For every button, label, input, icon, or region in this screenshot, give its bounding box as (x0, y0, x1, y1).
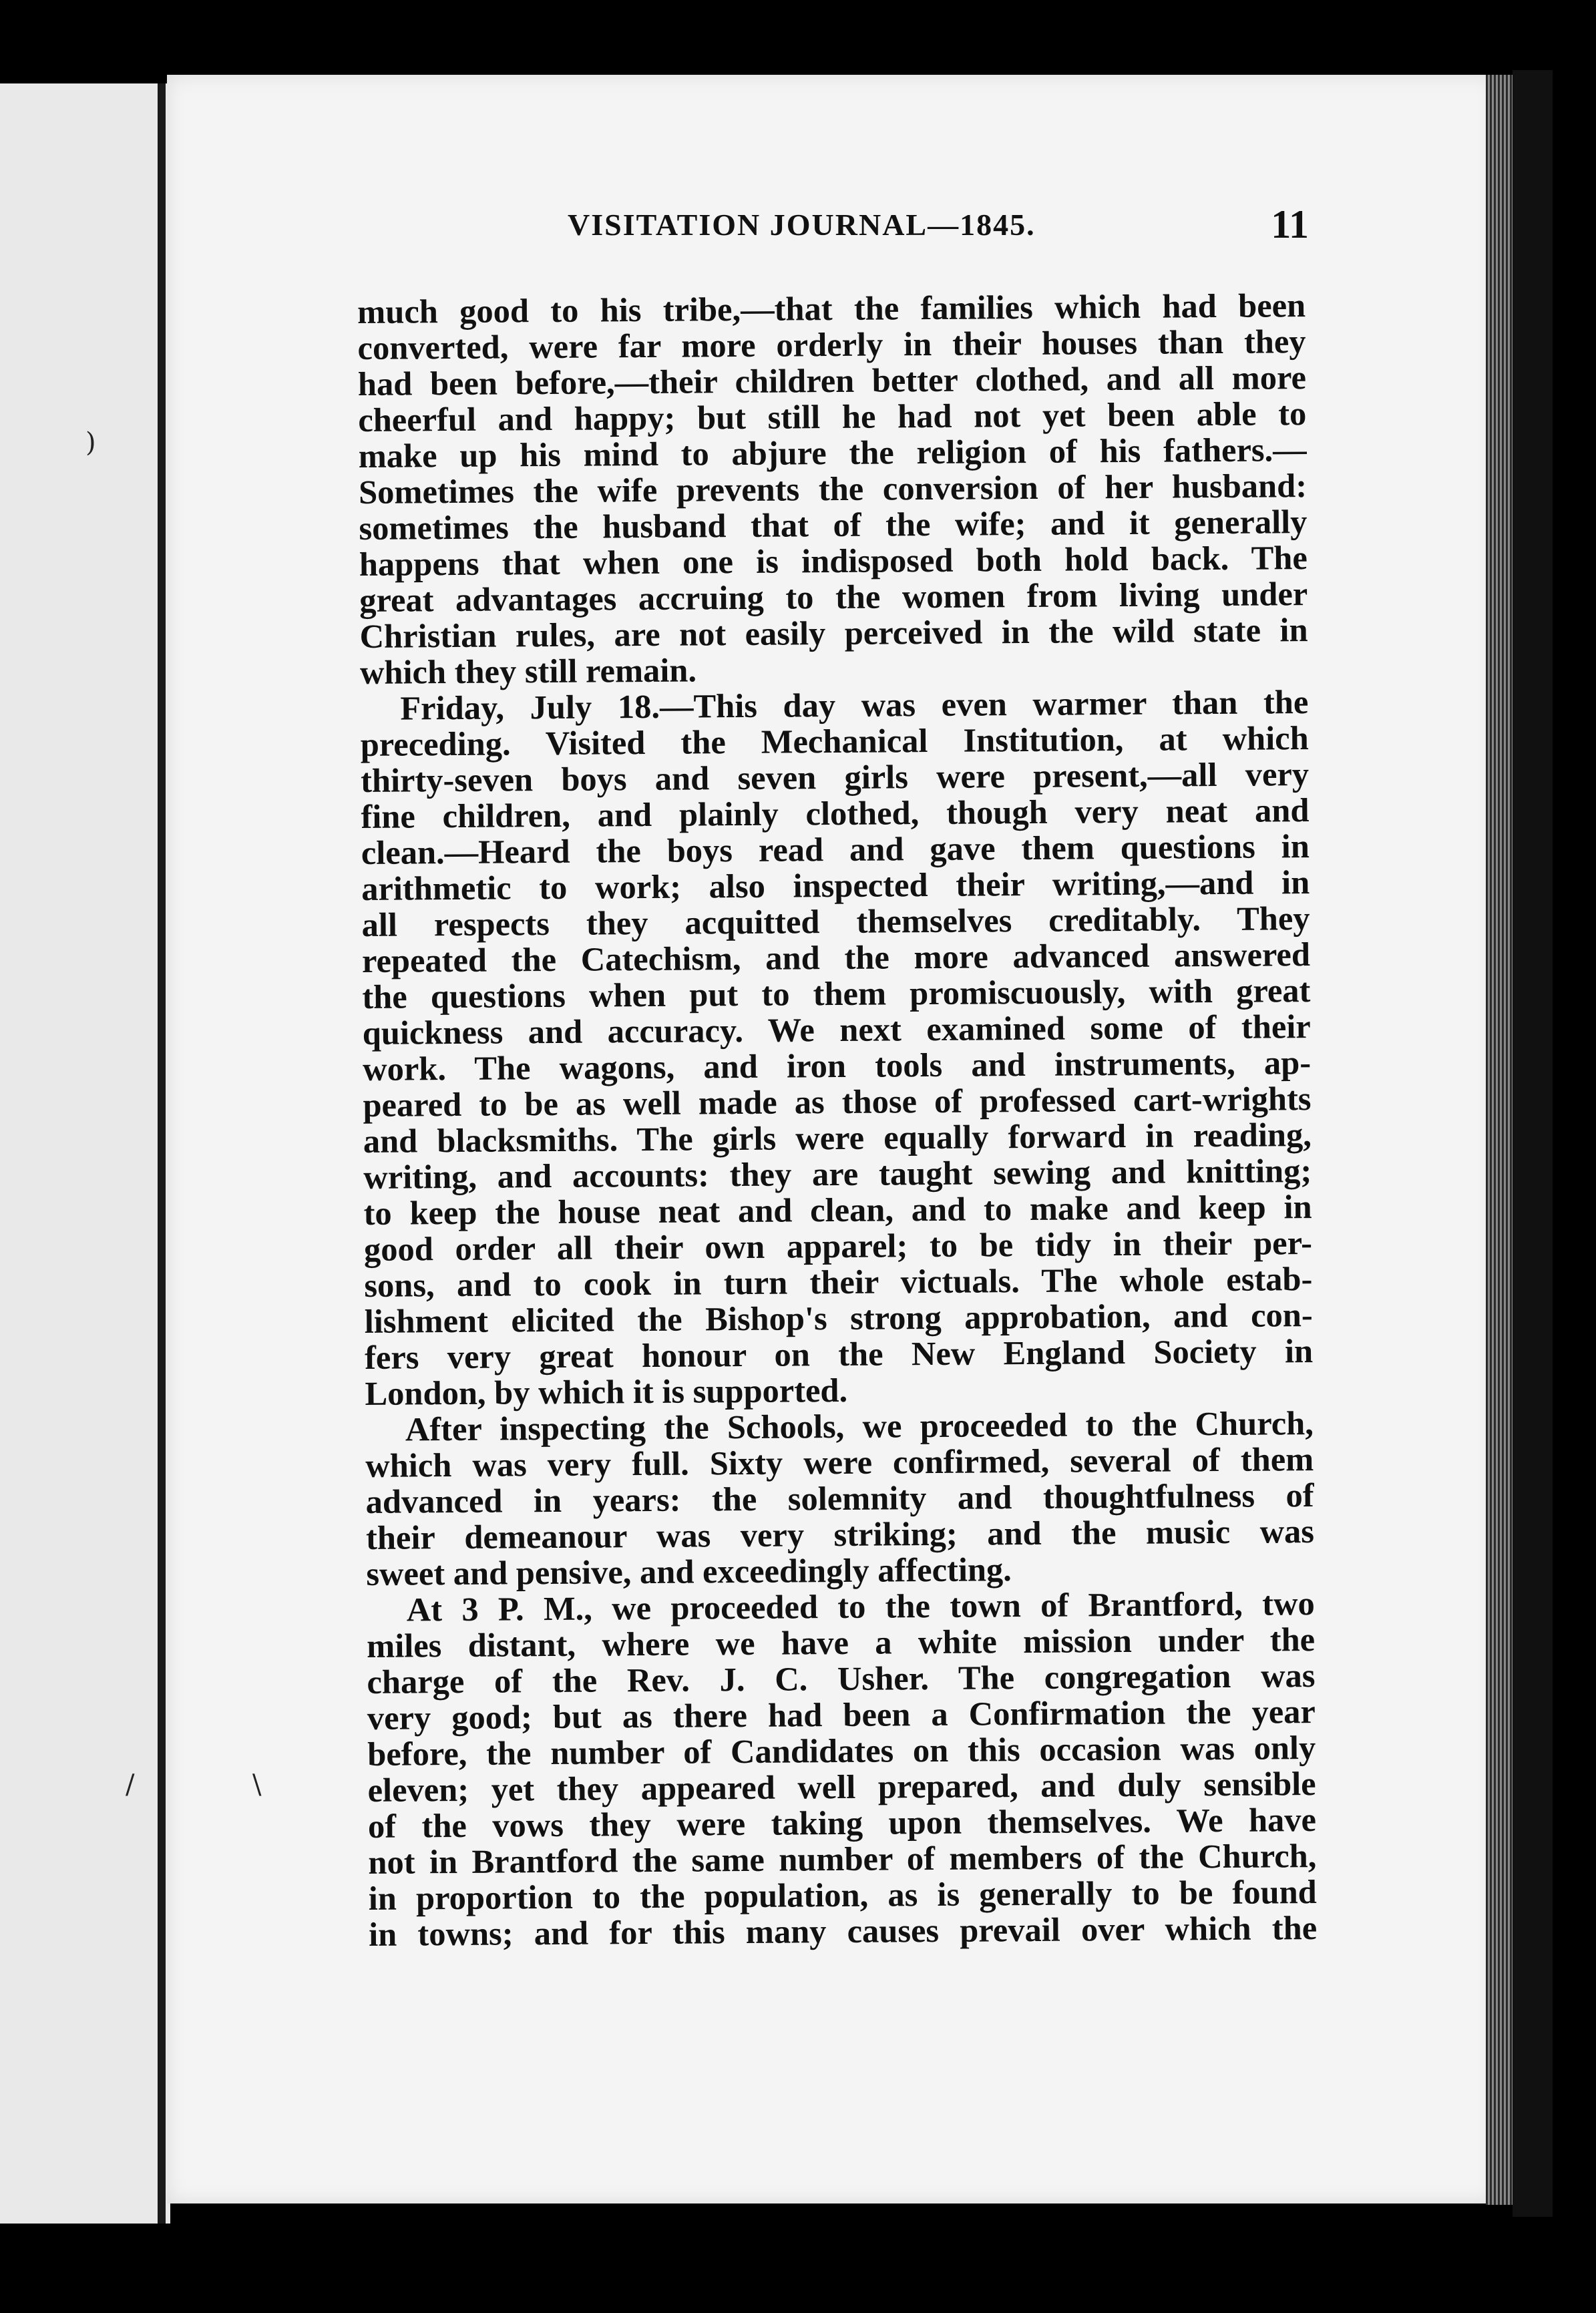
text-line: advanced in years: the solemnity and thoughtfulness of (365, 1476, 1314, 1520)
text-line: quickness and accuracy. We next examined some of their (362, 1008, 1311, 1052)
text-line: make up his mind to abjure the religion of his fathers.— (358, 431, 1307, 475)
text-line: preceding. Visited the Mechanical Institution, at which (360, 719, 1309, 763)
text-line: sweet and pensive, and exceedingly affecting. (366, 1550, 1012, 1593)
text-line: peared to be as well made as those of professed cart-wrights (363, 1080, 1312, 1124)
text-line: At 3 P. M., we proceeded to the town of Brantford, two (406, 1585, 1315, 1629)
text-line: their demeanour was very striking; and the music was (365, 1512, 1315, 1556)
scan-border (1513, 70, 1553, 2217)
page-number: 11 (1271, 202, 1309, 246)
running-title: VISITATION JOURNAL—1845. (568, 208, 1036, 242)
text-line: which they still remain. (359, 651, 697, 691)
text-line: converted, were far more orderly in their houses than they (357, 323, 1306, 367)
text-line: in proportion to the population, as is generally to be found (368, 1873, 1317, 1917)
text-line: writing, and accounts: they are taught sewing and knitting; (363, 1152, 1312, 1196)
text-line: much good to his tribe,—that the families which had been (357, 286, 1306, 331)
text-line: Friday, July 18.—This day was even warmer than the (400, 683, 1309, 727)
text-line: cheerful and happy; but still he had not yet been able to (358, 395, 1307, 439)
binding-gutter (158, 83, 166, 2224)
text-line: London, by which it is supported. (365, 1371, 848, 1412)
text-line: all respects they acquitted themselves creditably. They (361, 899, 1310, 943)
text-line: clean.—Heard the boys read and gave them questions in (361, 827, 1310, 871)
text-line: thirty-seven boys and seven girls were present,—all very (360, 755, 1310, 799)
text-line: miles distant, where we have a white mission under the (366, 1621, 1316, 1665)
text-line: After inspecting the Schools, we proceeded to the Church, (405, 1404, 1314, 1448)
text-line: charge of the Rev. J. C. Usher. The congregation was (367, 1657, 1316, 1701)
text-line: fers very great honour on the New England Society in (364, 1332, 1314, 1376)
text-line: the questions when put to them promiscuously, with great (362, 972, 1311, 1016)
page-edge (1486, 75, 1513, 2205)
text-line: Christian rules, are not easily perceived in the wild state in (359, 611, 1308, 655)
margin-mark: ) (85, 427, 96, 458)
text-line: which was very full. Sixty were confirmed, several of them (365, 1440, 1314, 1484)
text-line: not in Brantford the same number of members of the Church, (368, 1837, 1317, 1881)
text-line: arithmetic to work; also inspected their writing,—and in (361, 863, 1310, 907)
margin-mark: / (126, 1769, 135, 1800)
text-line: in towns; and for this many causes prevail over which the (368, 1909, 1318, 1953)
text-line: sometimes the husband that of the wife; and it generally (359, 503, 1308, 547)
text-line: eleven; yet they appeared well prepared, and duly sensible (367, 1765, 1316, 1809)
text-line: lishment elicited the Bishop's strong approbation, and con- (364, 1296, 1313, 1340)
text-line: to keep the house neat and clean, and to make and keep in (363, 1188, 1312, 1232)
text-line: of the vows they were taking upon themselves. We have (367, 1801, 1317, 1845)
text-line: happens that when one is indisposed both hold back. The (359, 539, 1308, 583)
text-line: repeated the Catechism, and the more advanced answered (361, 935, 1311, 980)
text-line: sons, and to cook in turn their victuals. The whole estab- (364, 1260, 1313, 1304)
left-facing-page (0, 83, 170, 2224)
body-text (357, 287, 1317, 1952)
text-line: fine children, and plainly clothed, though very neat and (361, 791, 1310, 835)
text-line: had been before,—their children better clothed, and all more (357, 359, 1307, 403)
text-line: before, the number of Candidates on this occasion was only (367, 1729, 1316, 1773)
text-line: and blacksmiths. The girls were equally forward in reading, (363, 1116, 1312, 1160)
text-line: work. The wagons, and iron tools and instruments, ap- (362, 1044, 1312, 1088)
text-line: great advantages accruing to the women from living under (359, 575, 1308, 619)
running-head (554, 202, 1362, 254)
margin-mark: \ (252, 1769, 262, 1800)
text-line: Sometimes the wife prevents the conversion of her husband: (358, 467, 1308, 511)
text-line: very good; but as there had been a Confirmation the year (367, 1693, 1316, 1737)
text-line: good order all their own apparel; to be tidy in their per- (363, 1224, 1313, 1268)
